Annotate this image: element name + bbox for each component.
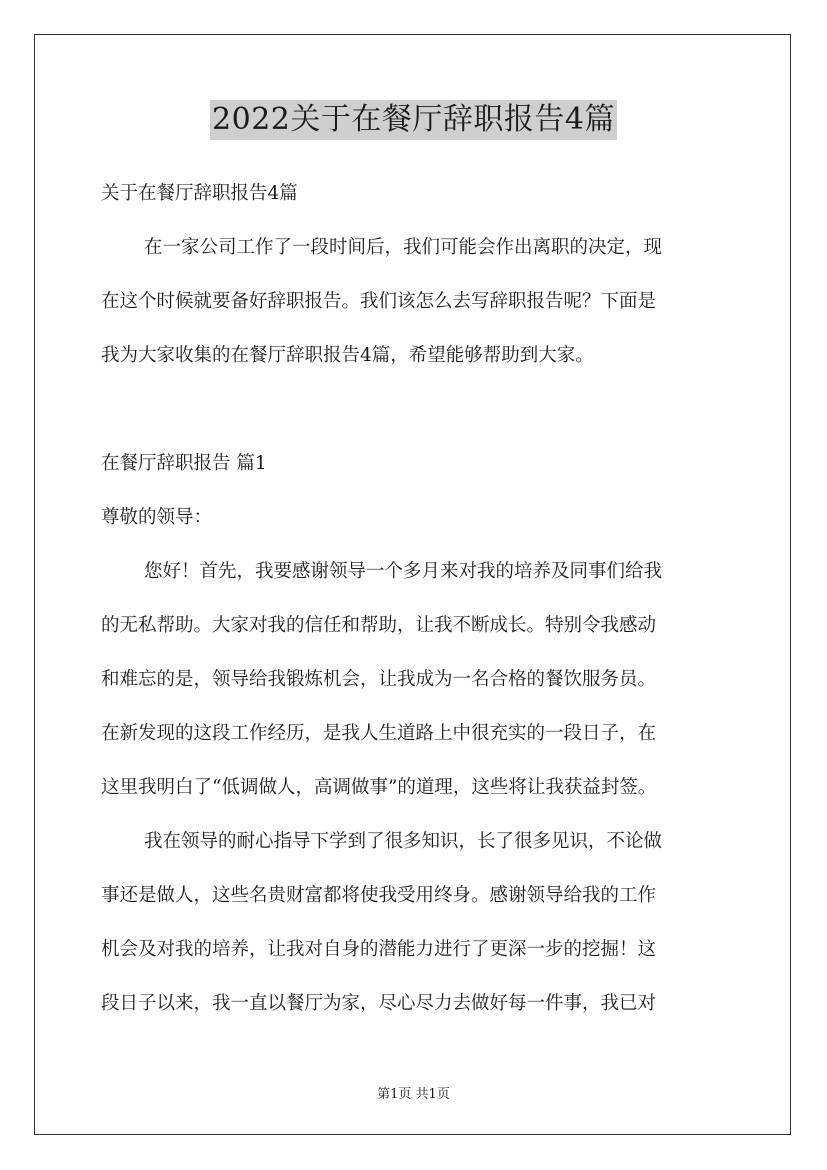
- title-wrap: [0, 100, 827, 140]
- para1-line-5: 这里我明白了“低调做人，高调做事”的道理，这些将让我获益封签。: [101, 777, 657, 798]
- intro-line-3: 我为大家收集的在餐厅辞职报告4篇，希望能够帮助到大家。: [101, 345, 594, 366]
- salutation: 尊敬的领导：: [101, 507, 213, 528]
- para1-line-1: 您好！首先，我要感谢领导一个多月来对我的培养及同事们给我: [144, 561, 663, 582]
- para1-line-2: 的无私帮助。大家对我的信任和帮助，让我不断成长。特别令我感动: [101, 615, 657, 636]
- para1-line-4: 在新发现的这段工作经历，是我人生道路上中很充实的一段日子，在: [101, 723, 657, 744]
- section-heading: 在餐厅辞职报告 篇1: [101, 453, 267, 474]
- para1-line-3: 和难忘的是，领导给我锻炼机会，让我成为一名合格的餐饮服务员。: [101, 669, 657, 690]
- page-footer: 第1页 共1页: [377, 1087, 450, 1102]
- document-subtitle: 关于在餐厅辞职报告4篇: [101, 183, 298, 204]
- para2-line-1: 我在领导的耐心指导下学到了很多知识，长了很多见识，不论做: [144, 831, 663, 852]
- para2-line-3: 机会及对我的培养，让我对自身的潜能力进行了更深一步的挖掘！这: [101, 939, 657, 960]
- intro-line-1: 在一家公司工作了一段时间后，我们可能会作出离职的决定，现: [144, 237, 663, 258]
- para2-line-4: 段日子以来，我一直以餐厅为家，尽心尽力去做好每一件事，我已对: [101, 993, 657, 1014]
- document-title: 2022关于在餐厅辞职报告4篇: [210, 100, 617, 140]
- intro-line-2: 在这个时候就要备好辞职报告。我们该怎么去写辞职报告呢？下面是: [101, 291, 657, 312]
- para2-line-2: 事还是做人，这些名贵财富都将使我受用终身。感谢领导给我的工作: [101, 885, 657, 906]
